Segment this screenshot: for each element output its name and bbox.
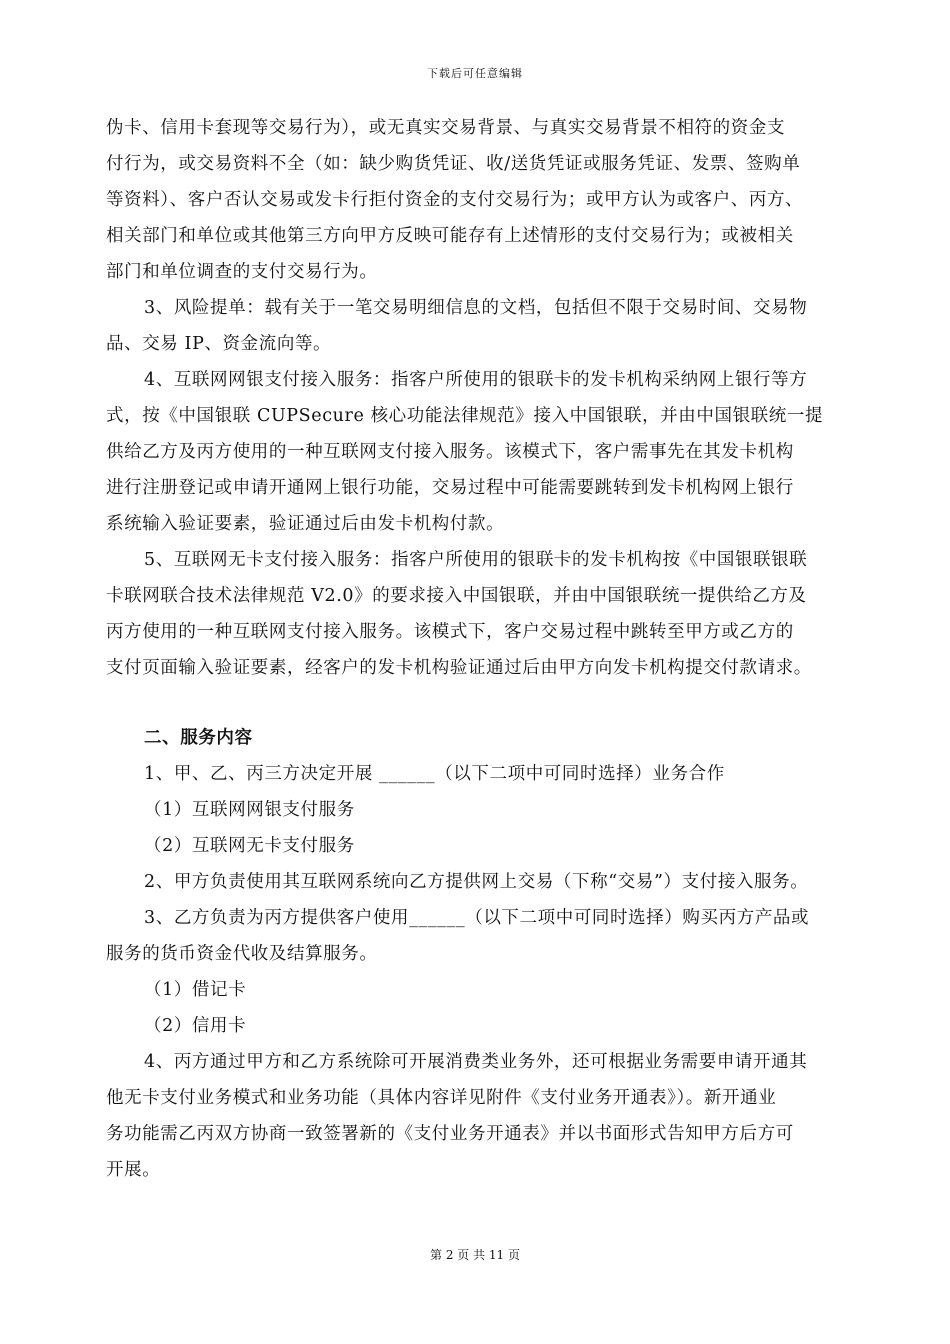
text-line: 相关部门和单位或其他第三方向甲方反映可能存有上述情形的支付交易行为；或被相关 (106, 226, 794, 246)
section-heading: 二、服务内容 (144, 728, 253, 748)
text-line: 支付页面输入验证要素，经客户的发卡机构验证通过后由甲方向发卡机构提交付款请求。 (106, 658, 812, 678)
page-number: 第 2 页 共 11 页 (430, 1248, 520, 1262)
clause-1: 1、甲、乙、丙三方决定开展 ______（以下二项中可同时选择）业务合作 (144, 764, 725, 784)
text-line: 5、互联网无卡支付接入服务：指客户所使用的银联卡的发卡机构按《中国银联银联 (144, 550, 808, 570)
clause-2: 2、甲方负责使用其互联网系统向乙方提供网上交易（下称“交易”）支付接入服务。 (144, 872, 809, 892)
text-line: 品、交易 IP、资金流向等。 (106, 334, 332, 354)
clause-4 (106, 1044, 852, 1188)
text-line: 卡联网联合技术法律规范 V2.0》的要求接入中国银联，并由中国银联统一提供给乙方及 (106, 586, 807, 606)
page-header: 下载后可任意编辑 (427, 67, 523, 80)
text-line: 系统输入验证要素，验证通过后由发卡机构付款。 (106, 514, 505, 534)
paragraph-fraud-definition (106, 110, 852, 290)
paragraph-cardless-payment (106, 542, 852, 686)
text-line: 丙方使用的一种互联网支付接入服务。该模式下，客户交易过程中跳转至甲方或乙方的 (106, 622, 794, 642)
text-line: 服务的货币资金代收及结算服务。 (106, 944, 378, 964)
text-line: 部门和单位调查的支付交易行为。 (106, 262, 378, 282)
text-line: 式，按《中国银联 CUPSecure 核心功能法律规范》接入中国银联，并由中国银联统一提 (106, 406, 824, 426)
text-line: 4、互联网网银支付接入服务：指客户所使用的银联卡的发卡机构采纳网上银行等方 (144, 370, 808, 390)
section-spacer (106, 686, 852, 720)
document-body (106, 110, 852, 1188)
text-line: 伪卡、信用卡套现等交易行为），或无真实交易背景、与真实交易背景不相符的资金支 (106, 118, 786, 138)
clause-1-option-2: （2）互联网无卡支付服务 (144, 836, 355, 856)
text-line: 3、风险提单：载有关于一笔交易明细信息的文档，包括但不限于交易时间、交易物 (144, 298, 808, 318)
paragraph-netbank-payment (106, 362, 852, 542)
text-line: 付行为，或交易资料不全（如：缺少购货凭证、收/送货凭证或服务凭证、发票、签购单 (106, 154, 801, 174)
text-line: 等资料）、客户否认交易或发卡行拒付资金的支付交易行为；或甲方认为或客户、丙方、 (106, 190, 804, 210)
clause-3 (106, 900, 852, 972)
paragraph-risk-order (106, 290, 852, 362)
text-line: 3、乙方负责为丙方提供客户使用______（以下二项中可同时选择）购买丙方产品或 (144, 908, 810, 928)
clause-1-option-1: （1）互联网网银支付服务 (144, 800, 355, 820)
text-line: 供给乙方及丙方使用的一种互联网支付接入服务。该模式下，客户需事先在其发卡机构 (106, 442, 794, 462)
text-line: 他无卡支付业务模式和业务功能（具体内容详见附件《支付业务开通表》）。新开通业 (106, 1088, 777, 1108)
clause-3-option-2: （2）信用卡 (144, 1016, 247, 1036)
text-line: 进行注册登记或申请开通网上银行功能，交易过程中可能需要跳转到发卡机构网上银行 (106, 478, 794, 498)
text-line: 务功能需乙丙双方协商一致签署新的《支付业务开通表》并以书面形式告知甲方后方可 (106, 1124, 794, 1144)
clause-3-option-1: （1）借记卡 (144, 980, 247, 1000)
text-line: 4、丙方通过甲方和乙方系统除可开展消费类业务外，还可根据业务需要申请开通其 (144, 1052, 808, 1072)
text-line: 开展。 (106, 1160, 161, 1180)
